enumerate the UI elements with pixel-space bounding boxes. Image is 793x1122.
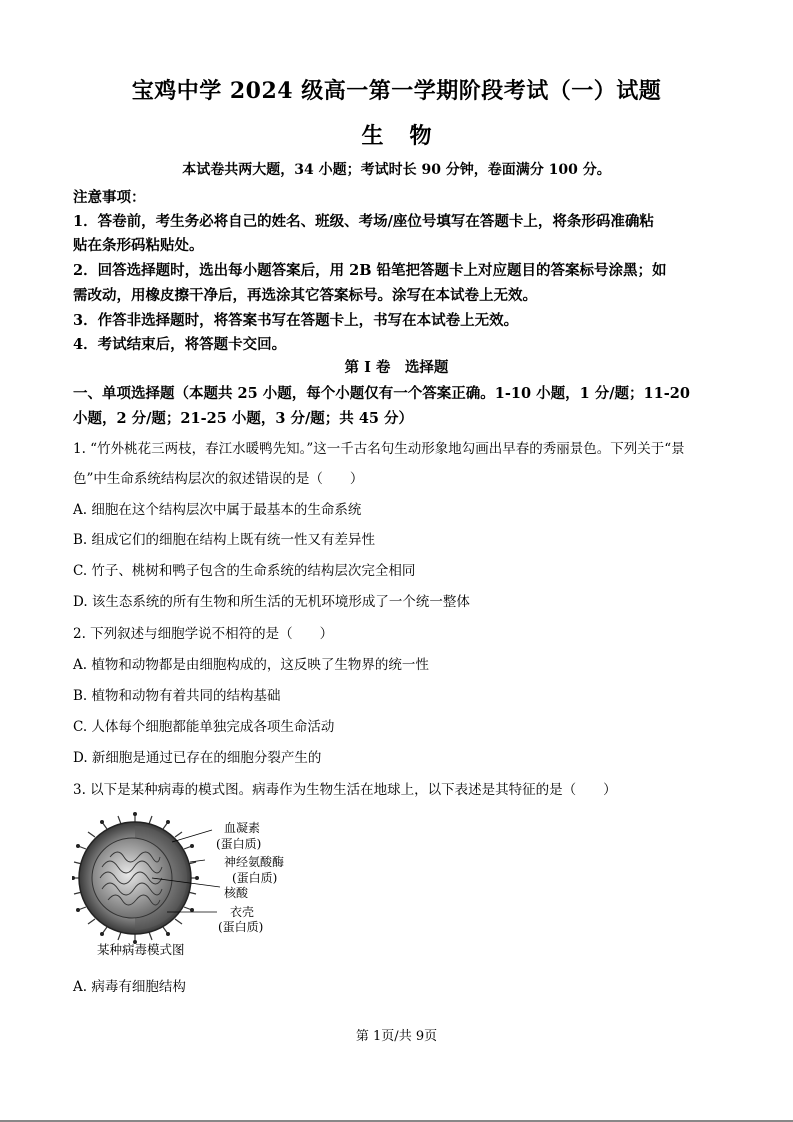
label-protein: (蛋白质) <box>218 920 264 934</box>
part-heading: 小题，2 分/题；21-25 小题，3 分/题；共 45 分） <box>73 410 414 427</box>
figure-caption: 某种病毒模式图 <box>97 942 185 957</box>
question-2-option-c: C. 人体每个细胞都能单独完成各项生命活动 <box>73 719 335 735</box>
label-protein: (蛋白质) <box>216 837 262 851</box>
part-heading: 一、单项选择题（本题共 25 小题，每个小题仅有一个答案正确。1-10 小题，1 分/题；11-20 <box>73 385 690 402</box>
question-2-option-d: D. 新细胞是通过已存在的细胞分裂产生的 <box>73 750 322 766</box>
question-2-stem: 2. 下列叙述与细胞学说不相符的是（ ） <box>73 626 334 642</box>
notes-line: 4．考试结束后，将答题卡交回。 <box>73 336 287 353</box>
question-1-option-b: B. 组成它们的细胞在结构上既有统一性又有差异性 <box>73 532 376 548</box>
exam-title: 宝鸡中学 2024 级高一第一学期阶段考试（一）试题 <box>131 78 662 104</box>
exam-intro: 本试卷共两大题，34 小题；考试时长 90 分钟，卷面满分 100 分。 <box>182 162 611 178</box>
notes-heading: 注意事项： <box>73 189 146 206</box>
label-protein: (蛋白质) <box>232 871 278 885</box>
question-1-option-c: C. 竹子、桃树和鸭子包含的生命系统的结构层次完全相同 <box>73 563 416 579</box>
question-2-option-b: B. 植物和动物有着共同的结构基础 <box>73 688 281 704</box>
question-1-option-d: D. 该生态系统的所有生物和所生活的无机环境形成了一个统一整体 <box>73 594 470 610</box>
page-number: 第 1页/共 9页 <box>355 1029 438 1044</box>
notes-line: 2．回答选择题时，选出每小题答案后，用 2B 铅笔把答题卡上对应题目的答案标号涂黑；如 <box>73 262 667 279</box>
question-3-option-a: A. 病毒有细胞结构 <box>73 979 186 995</box>
question-2-option-a: A. 植物和动物都是由细胞构成的，这反映了生物界的统一性 <box>73 657 429 673</box>
notes-line: 贴在条形码粘贴处。 <box>73 237 204 254</box>
question-3-stem: 3. 以下是某种病毒的模式图。病毒作为生物生活在地球上，以下表述是其特征的是（ ） <box>73 782 617 798</box>
label-nucleic-acid: 核酸 <box>224 886 249 900</box>
label-capsid: 衣壳 <box>230 905 255 919</box>
question-1-option-a: A. 细胞在这个结构层次中属于最基本的生命系统 <box>73 502 362 518</box>
label-hemagglutinin: 血凝素 <box>224 821 261 835</box>
notes-line: 3．作答非选择题时，将答案书写在答题卡上，书写在本试卷上无效。 <box>73 312 519 329</box>
notes-line: 1．答卷前，考生务必将自己的姓名、班级、考场/座位号填写在答题卡上，将条形码准确粘 <box>73 213 654 230</box>
label-neuraminidase: 神经氨酸酶 <box>224 855 285 869</box>
notes-line: 需改动，用橡皮擦干净后，再选涂其它答案标号。涂写在本试卷上无效。 <box>73 287 537 304</box>
question-1-stem: 1. “竹外桃花三两枝，春江水暖鸭先知。”这一千古名句生动形象地勾画出早春的秀丽景色。下列关于“景 <box>73 441 685 457</box>
question-1-stem: 色”中生命系统结构层次的叙述错误的是（ ） <box>73 471 364 487</box>
subject-title: 生物 <box>361 123 458 149</box>
section-title: 第 I 卷 选择题 <box>344 359 449 376</box>
